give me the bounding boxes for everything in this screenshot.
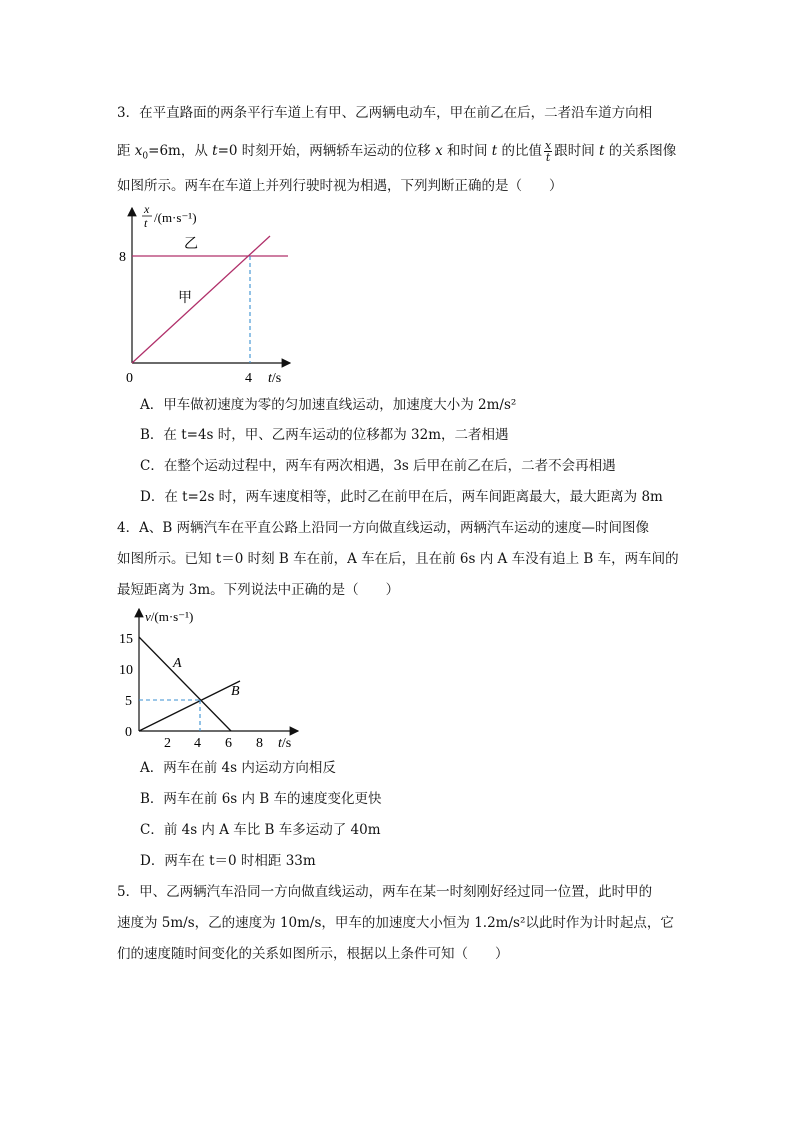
q4-option-b: B．两车在前 6s 内 B 车的速度变化更快	[140, 791, 382, 807]
q3-tick-x-4: 4	[245, 371, 252, 386]
q3-ylabel-num: x	[144, 202, 150, 216]
q3-ylabel-den: t	[144, 216, 148, 230]
q3-option-b: B．在 t=4s 时，甲、乙两车运动的位移都为 32m，二者相遇	[140, 427, 509, 443]
q4-tick-y-10: 10	[119, 663, 133, 678]
q3-option-c: C．在整个运动过程中，两车有两次相遇，3s 后甲在前乙在后，二者不会再相遇	[140, 458, 616, 474]
q3-stem-line-1: 3．在平直路面的两条平行车道上有甲、乙两辆电动车，甲在前乙在后，二者沿车道方向相	[117, 105, 653, 121]
q3-ylabel-unit: /(m·s⁻¹)	[154, 210, 197, 225]
q4-stem-line-3: 最短距离为 3m。下列说法中正确的是（ ）	[117, 582, 400, 598]
q3-stem-line-2: 距 $x_0=6m$，从 t=0 时刻开始，两辆轿车运动的位移 x 和时间 t 的比值 $\frac{x}{t}$ 跟时间 t 的关系图像	[117, 139, 677, 164]
q4-tick-y-5: 5	[125, 694, 132, 709]
q3-jia-line	[132, 236, 270, 363]
x-over-t-fraction: $\frac{x}{t}$	[545, 139, 552, 164]
q3-xt-graph	[112, 200, 312, 390]
q5-stem-line-2: 速度为 5m/s，乙的速度为 10m/s，甲车的加速度大小恒为 1.2m/s²以此时作为计时起点，它	[117, 915, 674, 931]
q5-stem-line-1: 5．甲、乙两辆汽车沿同一方向做直线运动，两车在某一时刻刚好经过同一位置，此时甲的	[117, 884, 653, 900]
q4-label-a: A	[173, 656, 182, 671]
q3-origin-label: 0	[126, 371, 133, 386]
q4-ylabel: v/(m·s⁻¹)	[145, 609, 194, 624]
q4-xlabel: t/s	[278, 736, 292, 751]
q4-stem-line-1: 4．A、B 两辆汽车在平直公路上沿同一方向做直线运动，两辆汽车运动的速度—时间图像	[117, 520, 650, 536]
q3-label-yi: 乙	[184, 237, 198, 252]
q4-tick-y-0: 0	[125, 725, 132, 740]
q3-xlabel: t/s	[268, 371, 282, 386]
q4-vt-graph	[112, 603, 312, 753]
q3-stem-line-3: 如图所示。两车在车道上并列行驶时视为相遇，下列判断正确的是（ ）	[117, 178, 563, 194]
q3-option-d: D．在 t=2s 时，两车速度相等，此时乙在前甲在后，两车间距离最大，最大距离为 8m	[140, 489, 663, 505]
q4-label-b: B	[231, 684, 240, 699]
q3-label-jia: 甲	[178, 291, 192, 306]
q4-option-c: C．前 4s 内 A 车比 B 车多运动了 40m	[140, 822, 381, 838]
q3-tick-y-8: 8	[119, 250, 126, 265]
q4-tick-y-15: 15	[119, 632, 133, 647]
q4-option-a: A．两车在前 4s 内运动方向相反	[140, 760, 336, 776]
q5-stem-line-3: 们的速度随时间变化的关系如图所示，根据以上条件可知（ ）	[117, 946, 509, 962]
q4-tick-x-2: 2	[164, 736, 171, 751]
q4-tick-x-8: 8	[256, 736, 263, 751]
q4-tick-x-6: 6	[225, 736, 232, 751]
q4-line-a	[139, 637, 231, 731]
q4-tick-x-4: 4	[194, 736, 201, 751]
q4-option-d: D．两车在 t＝0 时相距 33m	[140, 853, 316, 869]
q3-option-a: A．甲车做初速度为零的匀加速直线运动，加速度大小为 2m/s²	[140, 397, 517, 413]
q4-stem-line-2: 如图所示。已知 t＝0 时刻 B 车在前，A 车在后，且在前 6s 内 A 车没有追上 B 车，两车间的	[117, 551, 679, 567]
